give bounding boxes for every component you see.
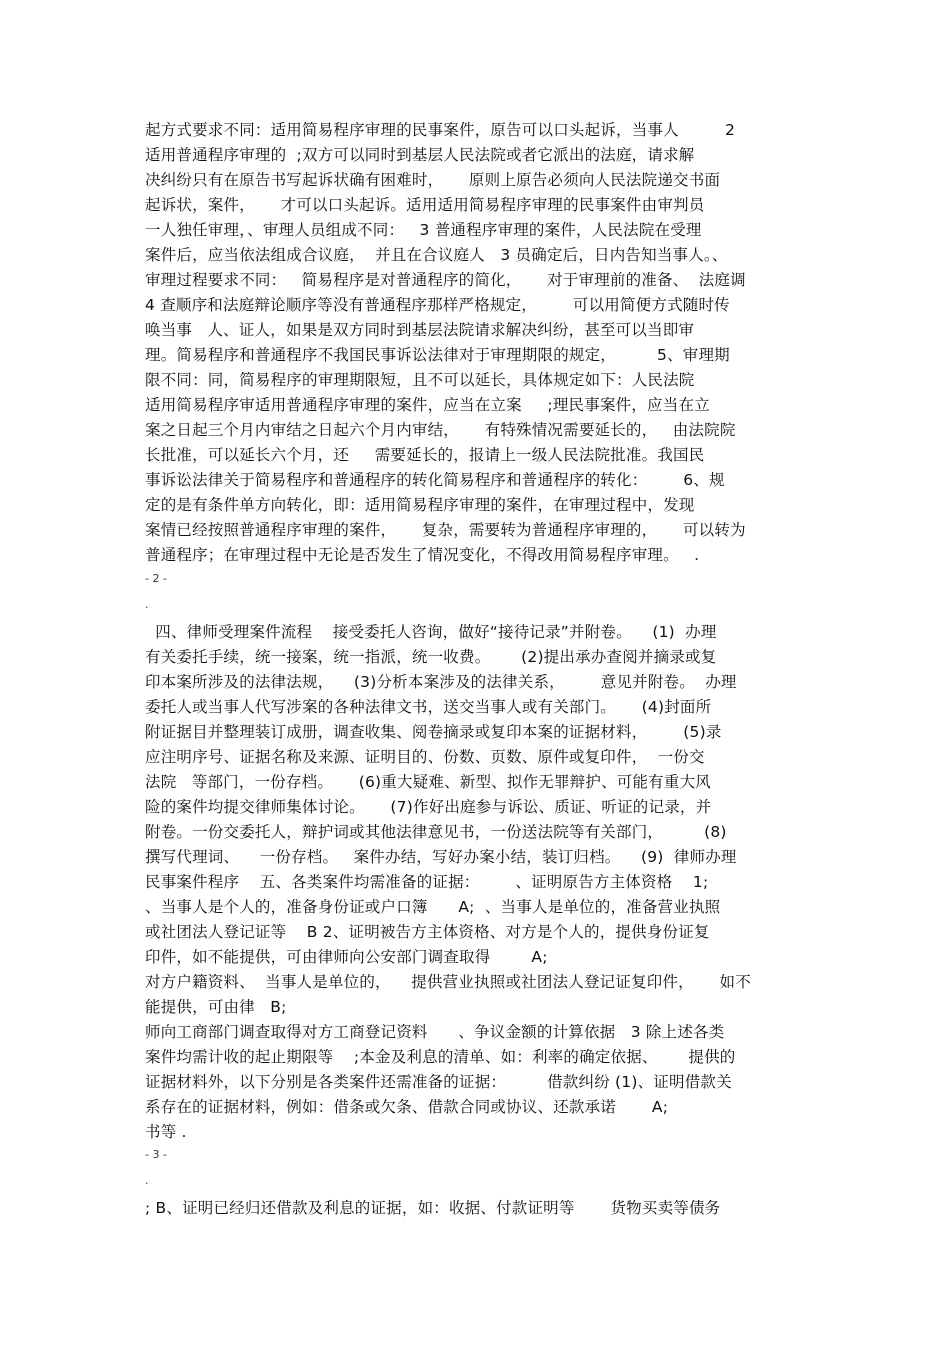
text-line: 印本案所涉及的法律法规， (3)分析本案涉及的法律关系， 意见并附卷。 办理: [145, 673, 737, 691]
text-line: 事诉讼法律关于简易程序和普通程序的转化简易程序和普通程序的转化： 6、规: [145, 471, 725, 489]
text-line: 决纠纷只有在原告书写起诉状确有困难时， 原则上原告必须向人民法院递交书面: [145, 171, 721, 189]
text-line: 理。简易程序和普通程序不我国民事诉讼法律对于审理期限的规定， 5、审理期: [145, 346, 730, 364]
text-line: 、当事人是个人的，准备身份证或户口簿 A; 、当事人是单位的，准备营业执照: [145, 898, 721, 916]
page-number: - 3 -: [145, 1148, 167, 1161]
text-line: 唤当事 人、证人，如果是双方同时到基层法院请求解决纠纷，甚至可以当即审: [145, 321, 695, 339]
text-line: 民事案件程序 五、各类案件均需准备的证据： 、证明原告方主体资格 1;: [145, 873, 709, 891]
text-line: 限不同：同，简易程序的审理期限短，且不可以延长，具体规定如下：人民法院: [145, 371, 695, 389]
text-line: 书等 .: [145, 1123, 187, 1141]
text-line: 师向工商部门调查取得对方工商登记资料 、争议金额的计算依据 3 除上述各类: [145, 1023, 725, 1041]
text-line: 能提供，可由律 B;: [145, 998, 287, 1016]
text-line: 适用简易程序审适用普通程序审理的案件，应当在立案 ;理民事案件，应当在立: [145, 396, 710, 414]
text-line: 起诉状，案件， 才可以口头起诉。适用适用简易程序审理的民事案件由审判员: [145, 196, 705, 214]
text-line: 有关委托手续，统一接案，统一指派，统一收费。 (2)提出承办查阅并摘录或复: [145, 648, 717, 666]
text-line: 适用普通程序审理的 ;双方可以同时到基层人民法院或者它派出的法庭，请求解: [145, 146, 695, 164]
text-line: 长批准，可以延长六个月，还 需要延长的，报请上一级人民法院批准。我国民: [145, 446, 705, 464]
text-line: 定的是有条件单方向转化，即：适用简易程序审理的案件，在审理过程中，发现: [145, 496, 695, 514]
text-line: 应注明序号、证据名称及来源、证明目的、份数、页数、原件或复印件， 一份交: [145, 748, 705, 766]
text-line: 证据材料外，以下分别是各类案件还需准备的证据： 借款纠纷 (1)、证明借款关: [145, 1073, 732, 1091]
text-line: 对方户籍资料、 当事人是单位的， 提供营业执照或社团法人登记证复印件， 如不: [145, 973, 751, 991]
text-line: 撰写代理词、 一份存档。 案件办结，写好办案小结，装订归档。 (9) 律师办理: [145, 848, 737, 866]
text-line: 法院 等部门，一份存档。 (6)重大疑难、新型、拟作无罪辩护、可能有重大风: [145, 773, 711, 791]
text-line: 普通程序；在审理过程中无论是否发生了情况变化，不得改用简易程序审理。 .: [145, 546, 700, 564]
text-line: 案情已经按照普通程序审理的案件， 复杂，需要转为普通程序审理的， 可以转为: [145, 521, 746, 539]
text-line: 一人独任审理，、审理人员组成不同： 3 普通程序审理的案件，人民法院在受理: [145, 221, 702, 239]
text-line: 委托人或当事人代写涉案的各种法律文书，送交当事人或有关部门。 (4)封面所: [145, 698, 712, 716]
text-line: 案之日起三个月内审结之日起六个月内审结， 有特殊情况需要延长的， 由法院院: [145, 421, 736, 439]
text-line: 案件后，应当依法组成合议庭， 并且在合议庭人 3 员确定后，日内告知当事人。、: [145, 246, 728, 264]
text-line: 审理过程要求不同： 简易程序是对普通程序的简化， 对于审理前的准备、 法庭调: [145, 271, 746, 289]
page-separator-dot: .: [145, 1174, 149, 1187]
text-line: 起方式要求不同：适用简易程序审理的民事案件，原告可以口头起诉，当事人 2: [145, 121, 736, 139]
text-line: 案件均需计收的起止期限等 ;本金及利息的清单、如：利率的确定依据、 提供的: [145, 1048, 736, 1066]
text-line: 印件，如不能提供，可由律师向公安部门调查取得 A;: [145, 948, 548, 966]
text-line: 附卷。一份交委托人，辩护词或其他法律意见书，一份送法院等有关部门， (8): [145, 823, 727, 841]
text-line: 四、律师受理案件流程 接受委托人咨询，做好“接待记录”并附卷。 (1) 办理: [145, 623, 717, 641]
page-number: - 2 -: [145, 572, 167, 585]
text-line: 附证据目并整理装订成册，调查收集、阅卷摘录或复印本案的证据材料， (5)录: [145, 723, 722, 741]
text-line: ; B、证明已经归还借款及利息的证据，如：收据、付款证明等 货物买卖等债务: [145, 1199, 721, 1217]
text-line: 系存在的证据材料，例如：借条或欠条、借款合同或协议、还款承诺 A;: [145, 1098, 669, 1116]
page-separator-dot: .: [145, 598, 149, 611]
text-line: 险的案件均提交律师集体讨论。 (7)作好出庭参与诉讼、质证、听证的记录，并: [145, 798, 712, 816]
text-line: 或社团法人登记证等 B 2、证明被告方主体资格、对方是个人的，提供身份证复: [145, 923, 710, 941]
text-line: 4 查顺序和法庭辩论顺序等没有普通程序那样严格规定， 可以用简便方式随时传: [145, 296, 730, 314]
